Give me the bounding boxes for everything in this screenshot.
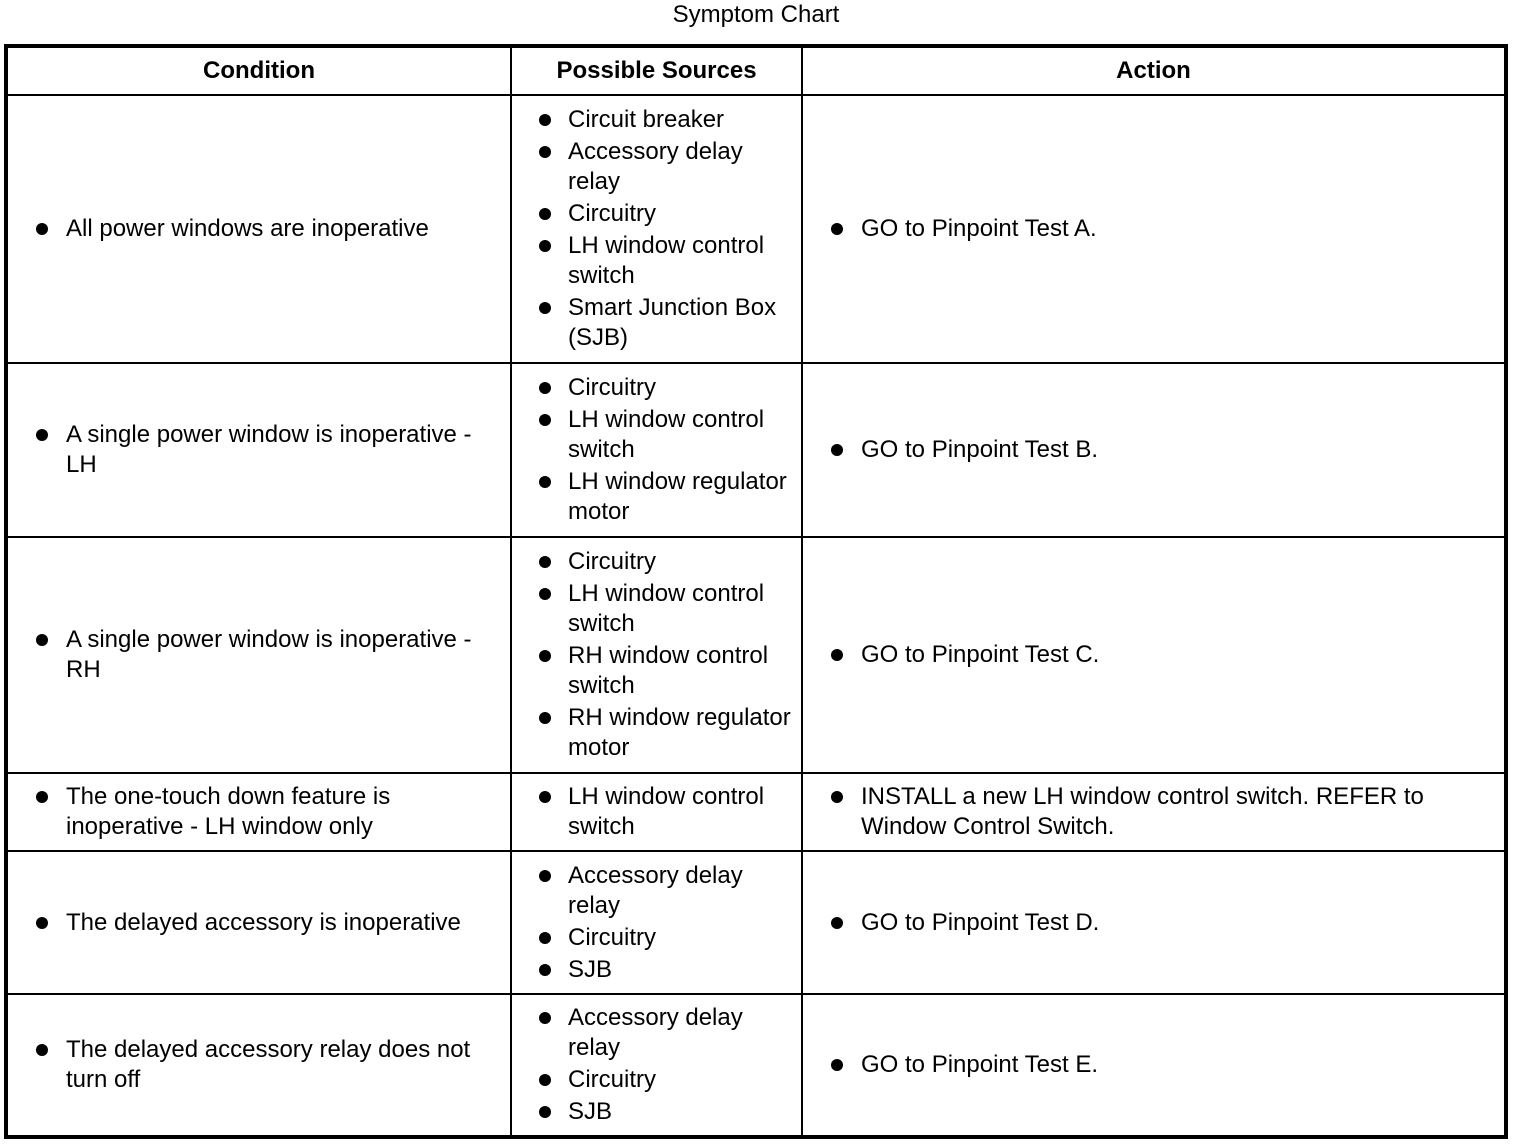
condition-cell	[6, 537, 511, 773]
source-item: LH window control switch	[512, 782, 801, 842]
condition-list	[8, 420, 510, 480]
action-item: GO to Pinpoint Test A.	[803, 214, 1504, 244]
sources-list	[512, 367, 801, 533]
possible-sources-cell	[511, 95, 802, 363]
action-list	[803, 1050, 1504, 1080]
table-row	[6, 363, 1506, 537]
condition-item: All power windows are inoperative	[8, 214, 510, 244]
condition-item: A single power window is inoperative - RH	[8, 625, 510, 685]
action-cell	[802, 994, 1506, 1137]
source-item: Circuitry	[512, 547, 801, 577]
action-item: GO to Pinpoint Test E.	[803, 1050, 1504, 1080]
action-list	[803, 782, 1504, 842]
action-item: GO to Pinpoint Test B.	[803, 435, 1504, 465]
action-item: GO to Pinpoint Test D.	[803, 908, 1504, 938]
table-row	[6, 994, 1506, 1137]
symptom-table	[4, 44, 1508, 1139]
condition-item: A single power window is inoperative - LH	[8, 420, 510, 480]
table-row	[6, 773, 1506, 851]
condition-item: The delayed accessory is inoperative	[8, 908, 510, 938]
source-item: SJB	[512, 955, 801, 985]
action-column-header: Action	[802, 46, 1506, 95]
source-item: Circuitry	[512, 373, 801, 403]
sources-list	[512, 776, 801, 848]
condition-list	[8, 214, 510, 244]
source-item: Circuitry	[512, 199, 801, 229]
condition-list	[8, 782, 510, 842]
source-item: Accessory delay relay	[512, 1003, 801, 1063]
condition-list	[8, 908, 510, 938]
condition-list	[8, 625, 510, 685]
action-list	[803, 214, 1504, 244]
sources-list	[512, 997, 801, 1133]
source-item: Circuit breaker	[512, 105, 801, 135]
source-item: RH window regulator motor	[512, 703, 801, 763]
condition-item: The delayed accessory relay does not turn off	[8, 1035, 510, 1095]
sources-list	[512, 541, 801, 769]
condition-item: The one-touch down feature is inoperative - LH window only	[8, 782, 510, 842]
page-title: Symptom Chart	[672, 1, 840, 28]
condition-cell	[6, 773, 511, 851]
possible-sources-cell	[511, 851, 802, 994]
source-item: Circuitry	[512, 923, 801, 953]
source-item: LH window control switch	[512, 405, 801, 465]
sources-list	[512, 99, 801, 359]
possible-sources-cell	[511, 537, 802, 773]
action-item: INSTALL a new LH window control switch. REFER to Window Control Switch.	[803, 782, 1504, 842]
condition-cell	[6, 994, 511, 1137]
source-item: Accessory delay relay	[512, 137, 801, 197]
action-item: GO to Pinpoint Test C.	[803, 640, 1504, 670]
action-list	[803, 908, 1504, 938]
source-item: RH window control switch	[512, 641, 801, 701]
source-item: LH window regulator motor	[512, 467, 801, 527]
table-row	[6, 95, 1506, 363]
possible-sources-cell	[511, 994, 802, 1137]
table-row	[6, 537, 1506, 773]
condition-cell	[6, 363, 511, 537]
source-item: SJB	[512, 1097, 801, 1127]
action-list	[803, 640, 1504, 670]
source-item: LH window control switch	[512, 231, 801, 291]
action-cell	[802, 95, 1506, 363]
source-item: LH window control switch	[512, 579, 801, 639]
condition-column-header: Condition	[6, 46, 511, 95]
possible-sources-cell	[511, 363, 802, 537]
source-item: Circuitry	[512, 1065, 801, 1095]
source-item: Accessory delay relay	[512, 861, 801, 921]
action-cell	[802, 537, 1506, 773]
sources-list	[512, 855, 801, 991]
source-item: Smart Junction Box (SJB)	[512, 293, 801, 353]
condition-cell	[6, 851, 511, 994]
action-list	[803, 435, 1504, 465]
possible-sources-column-header: Possible Sources	[511, 46, 802, 95]
condition-list	[8, 1035, 510, 1095]
table-row	[6, 851, 1506, 994]
action-cell	[802, 363, 1506, 537]
possible-sources-cell	[511, 773, 802, 851]
action-cell	[802, 773, 1506, 851]
action-cell	[802, 851, 1506, 994]
table-header-row	[6, 46, 1506, 95]
condition-cell	[6, 95, 511, 363]
